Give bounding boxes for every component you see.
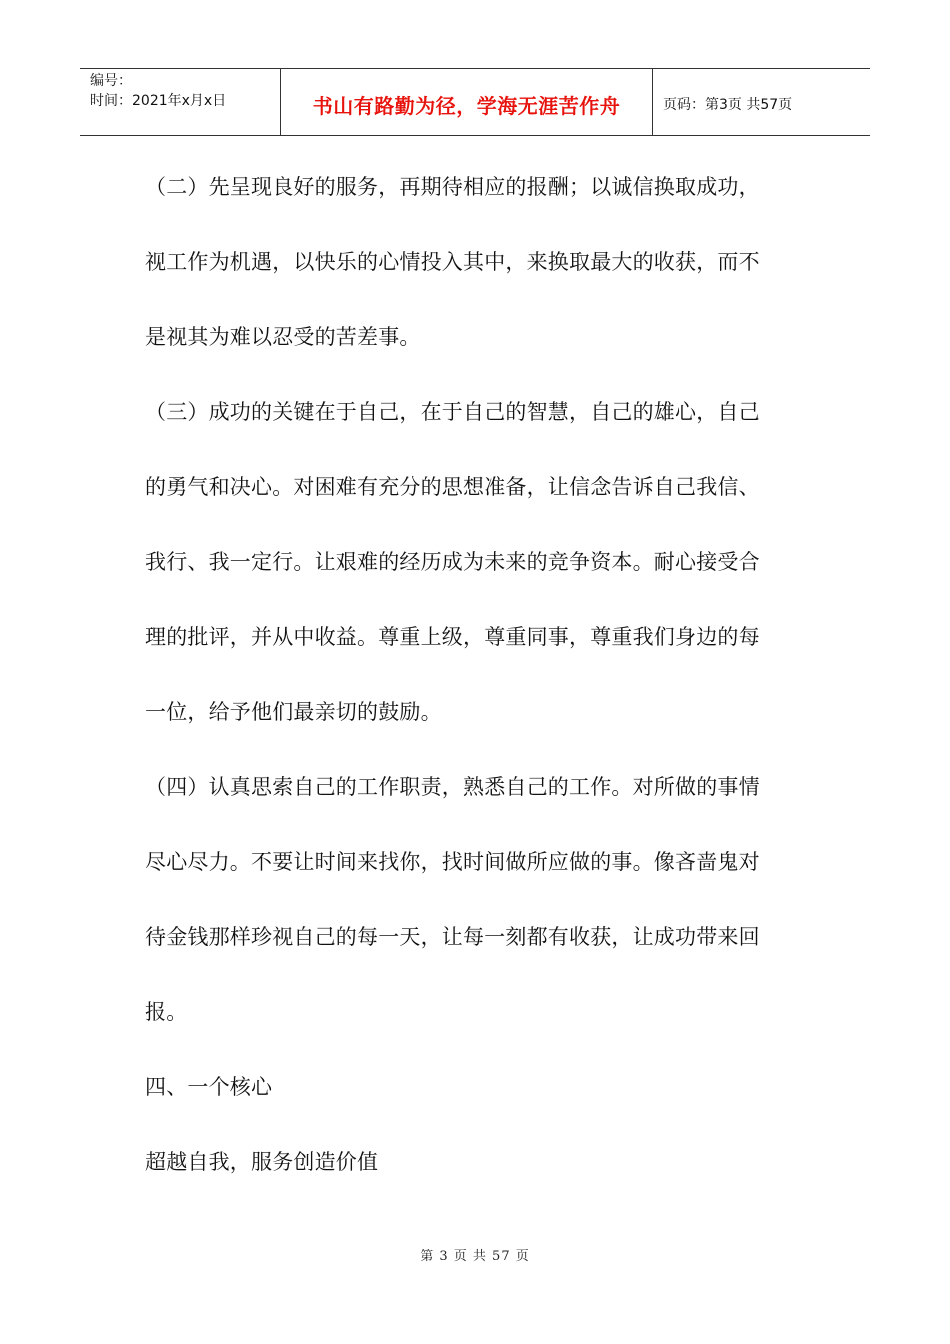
- document-number-label: 编号：: [90, 73, 132, 89]
- body-line: 我行、我一定行。让艰难的经历成为未来的竞争资本。耐心接受合: [145, 550, 760, 574]
- section-heading: 四、一个核心: [145, 1075, 273, 1099]
- body-line: 一位，给予他们最亲切的鼓励。: [145, 700, 442, 724]
- body-line: （四）认真思索自己的工作职责，熟悉自己的工作。对所做的事情: [145, 775, 760, 799]
- body-line: （三）成功的关键在于自己，在于自己的智慧，自己的雄心，自己: [145, 400, 760, 424]
- body-line: 是视其为难以忍受的苦差事。: [145, 325, 421, 349]
- page-footer: 第 3 页 共 57 页: [420, 1249, 530, 1264]
- header-page-info: 页码：第3页 共57页: [663, 97, 793, 113]
- header-meta: [80, 69, 281, 135]
- document-date: 时间：2021年x月x日: [90, 93, 227, 109]
- body-line: 待金钱那样珍视自己的每一天，让每一刻都有收获，让成功带来回: [145, 925, 760, 949]
- header-motto: 书山有路勤为径，学海无涯苦作舟: [281, 69, 653, 135]
- body-line: （二）先呈现良好的服务，再期待相应的报酬；以诚信换取成功，: [145, 175, 760, 199]
- document-header: [80, 68, 870, 136]
- body-line: 超越自我，服务创造价值: [145, 1150, 379, 1174]
- body-line: 理的批评，并从中收益。尊重上级，尊重同事，尊重我们身边的每: [145, 625, 760, 649]
- body-line: 报。: [145, 1000, 188, 1024]
- document-body: [145, 150, 805, 1200]
- body-line: 视工作为机遇，以快乐的心情投入其中，来换取最大的收获，而不: [145, 250, 760, 274]
- body-line: 尽心尽力。不要让时间来找你，找时间做所应做的事。像吝啬鬼对: [145, 850, 760, 874]
- body-line: 的勇气和决心。对困难有充分的思想准备，让信念告诉自己我信、: [145, 475, 760, 499]
